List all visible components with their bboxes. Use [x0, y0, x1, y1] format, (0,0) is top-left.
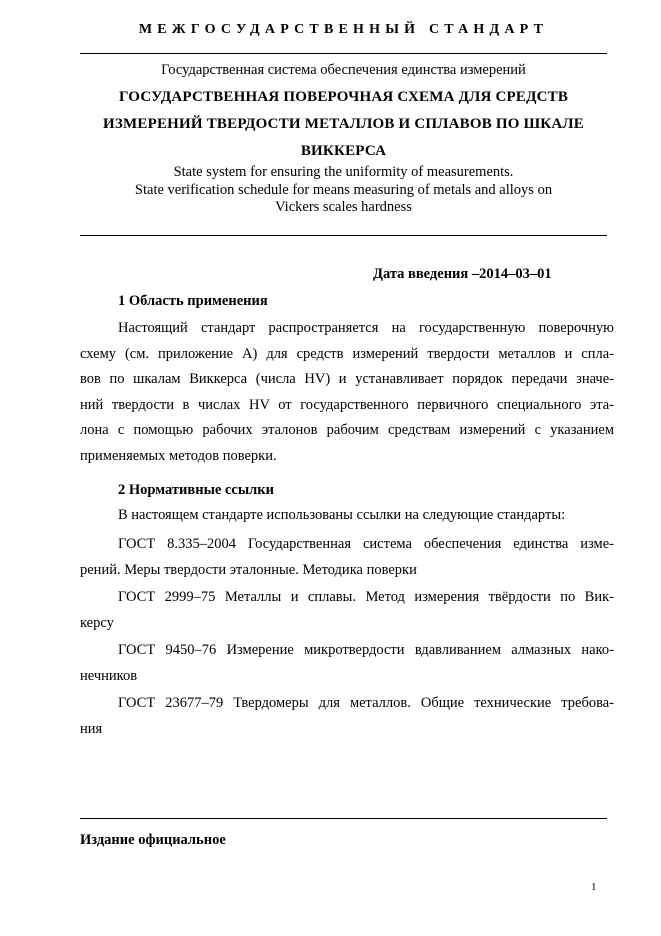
body-line: Настоящий стандарт распространяется на государственную поверочную	[118, 320, 614, 336]
reference-line: ГОСТ 8.335–2004 Государственная система обеспечения единства изме-	[118, 536, 614, 552]
title-line: ИЗМЕРЕНИЙ ТВЕРДОСТИ МЕТАЛЛОВ И СПЛАВОВ ПО ШКАЛЕ	[103, 116, 584, 132]
reference-gost-9450	[80, 638, 614, 689]
reference-line: рений. Меры твердости эталонные. Методика поверки	[80, 561, 417, 578]
official-edition-label: Издание официальное	[80, 832, 226, 848]
reference-line: ГОСТ 2999–75 Металлы и сплавы. Метод измерения твёрдости по Вик-	[118, 589, 614, 605]
reference-line: ния	[80, 720, 103, 737]
introduction-date: Дата введения –2014–03–01	[373, 266, 552, 282]
reference-gost-8-335	[80, 532, 614, 583]
body-line: вов по шкалам Виккерса (числа HV) и устанавливает порядок передачи значе-	[80, 371, 614, 387]
header-rule	[80, 53, 607, 54]
section-2-heading: 2 Нормативные ссылки	[118, 482, 274, 498]
body-line: применяемых методов поверки.	[80, 447, 277, 464]
reference-gost-23677	[80, 691, 614, 742]
page-number: 1	[591, 881, 597, 893]
reference-line: ГОСТ 9450–76 Измерение микротвердости вдавливанием алмазных нако-	[118, 642, 614, 658]
body-line: ний твердости в числах HV от государственного первичного специального эта-	[80, 396, 614, 413]
english-title-line: State system for ensuring the uniformity of measurements.	[173, 164, 514, 180]
system-title-ru: Государственная система обеспечения единства измерений	[161, 62, 526, 78]
reference-gost-2999	[80, 585, 614, 636]
body-line: лона с помощью рабочих эталонов рабочим средствам измерений с указанием	[80, 422, 614, 438]
section-1-body	[80, 316, 614, 469]
title-line: ГОСУДАРСТВЕННАЯ ПОВЕРОЧНАЯ СХЕМА ДЛЯ СРЕДСТВ	[118, 89, 569, 105]
body-line: схему (см. приложение А) для средств измерений твердости металлов и спла-	[80, 345, 614, 362]
title-rule	[80, 235, 607, 236]
reference-line: керсу	[80, 614, 114, 631]
reference-line: ГОСТ 23677–79 Твердомеры для металлов. Общие технические требова-	[118, 695, 614, 711]
section-2-intro: В настоящем стандарте использованы ссылки на следующие стандарты:	[118, 507, 566, 523]
standard-type-heading: МЕЖГОСУДАРСТВЕННЫЙ СТАНДАРТ	[138, 22, 549, 37]
section-1-heading: 1 Область применения	[118, 293, 268, 309]
reference-line: нечников	[80, 667, 138, 684]
title-line: ВИККЕРСА	[300, 143, 387, 159]
english-title-line: State verification schedule for means measuring of metals and alloys on	[134, 181, 553, 198]
english-title	[80, 164, 607, 217]
document-title	[80, 84, 607, 165]
english-title-line: Vickers scales hardness	[275, 199, 412, 215]
footer-rule	[80, 818, 607, 819]
